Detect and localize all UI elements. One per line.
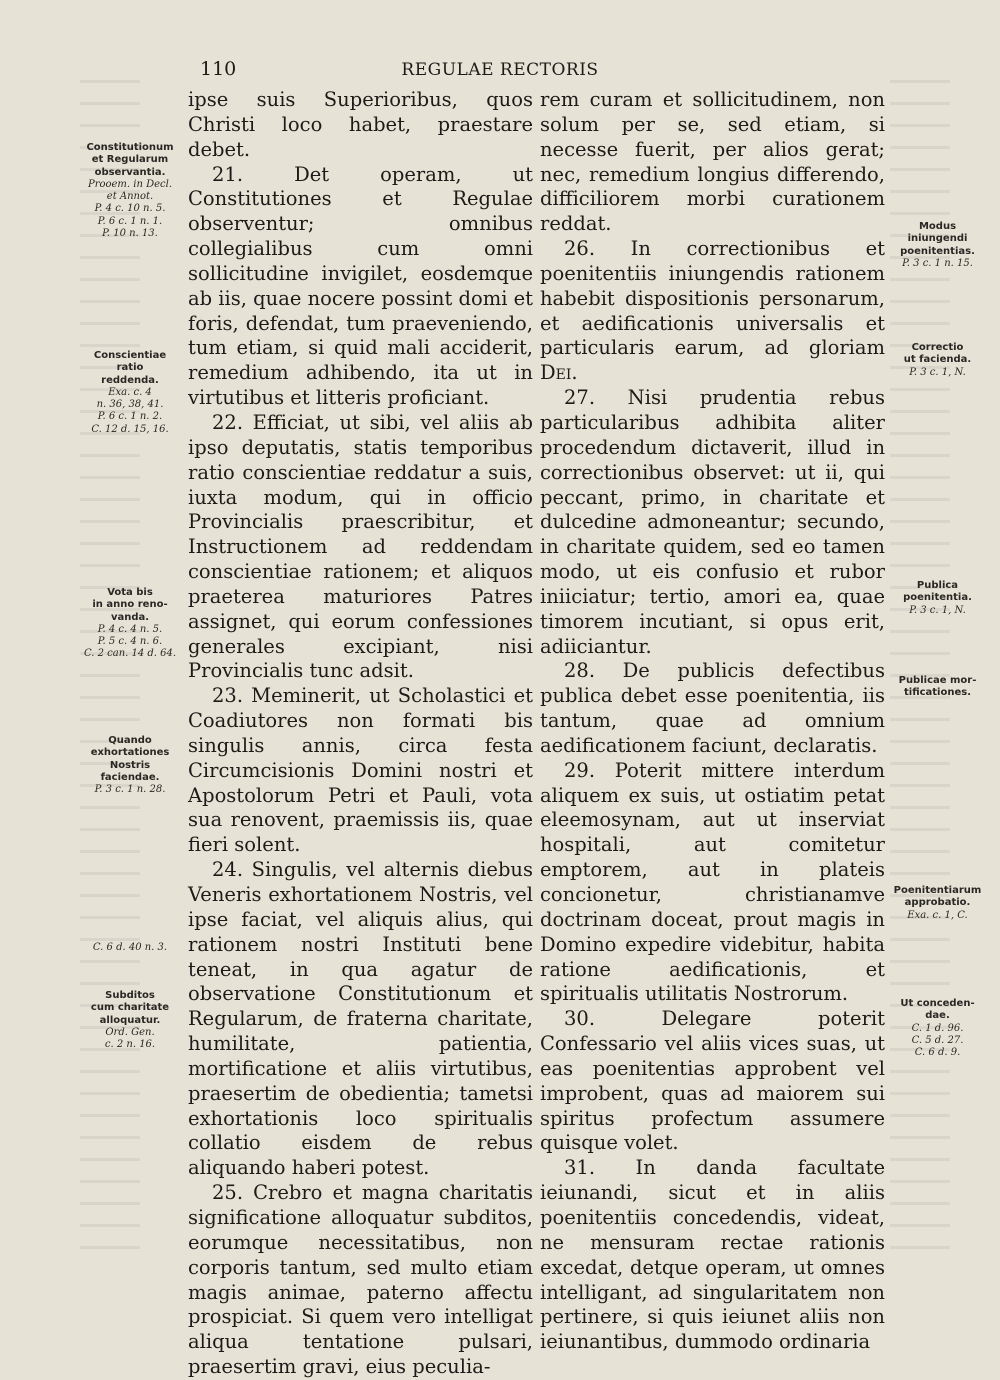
note-line: iniungendi	[907, 233, 968, 245]
margin-note-poenitentiarum	[885, 885, 990, 922]
bleed-through-left	[80, 80, 140, 1260]
paragraph-24: 24. Singulis, vel alternis diebus Veneris exhortationem Nostris, vel ipse faciat, vel aliquis alius, qui rationem nostri Instituti bene teneat, in qua agatur de observatione Constitutionum et Regularum, de fraterna charitate, humilitate, patientia, mortificatione et aliis virtutibus, praesertim de obedientia; tametsi exhortationis loco spiritualis collatio eisdem de rebus aliquando haberi potest.	[188, 858, 533, 1180]
paragraph-29: 29. Poterit mittere interdum aliquem ex suis, ut ostiatim petat eleemosynam, aut ut inserviat hospitali, aut comitetur emptorem, aut in plateis concionetur, christianamve doctrinam doceat, prout magis in Domino expedire videbitur, habita ratione aedificationis, et spiritualis utilitatis Nostrorum.	[540, 758, 885, 1006]
note-line: ut facienda.	[903, 354, 972, 366]
right-text-column	[540, 88, 885, 1355]
note-line: cum charitate	[90, 1002, 170, 1014]
note-ref: P. 6 c. 1 n. 2.	[97, 411, 163, 423]
paragraph-26	[540, 237, 885, 386]
paragraph-28: 28. De publicis defectibus publica debet esse poenitentia, iis tantum, quae ad omnium aedificationem faciunt, declaratis.	[540, 659, 885, 757]
note-ref: Ord. Gen.	[105, 1026, 155, 1038]
note-line: Publica	[916, 580, 959, 591]
margin-note-reference	[80, 942, 180, 954]
margin-note-conscientiae	[80, 350, 180, 436]
paragraph-26-dei: Dei.	[540, 361, 578, 385]
note-ref: et Annot.	[106, 191, 154, 203]
note-line: Subditos	[105, 990, 155, 1001]
note-ref: C. 6 d. 40 n. 3.	[92, 942, 168, 953]
note-ref: n. 36, 38, 41.	[96, 399, 164, 411]
note-ref: Exa. c. 4	[108, 386, 152, 398]
note-ref: P. 4 c. 10 n. 5.	[94, 203, 166, 215]
page-number: 110	[200, 58, 237, 80]
note-ref: P. 6 c. 1 n. 1.	[97, 215, 163, 227]
paragraph-continuation: ipse suis Superioribus, quos Christi loco habet, praestare debet.	[188, 88, 533, 161]
margin-note-publicae	[885, 675, 990, 700]
margin-note-modus	[885, 221, 990, 270]
note-line: alloquatur.	[99, 1014, 161, 1026]
note-line: Modus	[918, 221, 957, 232]
note-ref: C. 5 d. 27.	[911, 1034, 964, 1046]
note-line: Conscientiae	[93, 350, 167, 361]
note-line: faciendae.	[100, 771, 160, 783]
note-ref: Exa. c. 1, C.	[907, 909, 968, 921]
note-line: poenitentia.	[903, 592, 972, 604]
note-line: exhortationes	[90, 747, 170, 759]
note-line: in anno reno-	[92, 599, 168, 611]
note-ref: c. 2 n. 16.	[104, 1039, 156, 1051]
note-line: Poenitentiarum	[893, 885, 982, 896]
note-ref: Prooem. in Decl.	[87, 178, 173, 190]
note-line: vanda.	[110, 611, 150, 623]
note-line: approbatio.	[904, 897, 971, 909]
margin-note-subditos	[80, 990, 180, 1051]
note-line: Nostris	[109, 759, 151, 771]
note-ref: P. 3 c. 1, N.	[909, 366, 966, 378]
paragraph-27: 27. Nisi prudentia rebus particularibus adhibita aliter procedendum dictaverit, illud in correctionibus observet: ut ii, qui peccant, primo, in charitate et dulcedine admoneantur; secundo, in charitate quidem, sed eo tamen modo, ut eis confusio et rubor iniiciatur; tertio, amori ea, quae timorem incutiant, si opus erit, adiiciantur.	[540, 386, 885, 658]
note-line: ratio	[116, 362, 144, 374]
note-ref: C. 6 d. 9.	[914, 1047, 961, 1059]
note-line: Publicae mor-	[898, 675, 977, 686]
note-line: Ut conceden-	[900, 998, 975, 1009]
note-ref: P. 3 c. 1 n. 15.	[902, 257, 973, 269]
paragraph-21: 21. Det operam, ut Constitutiones et Regulae observentur; omnibus collegialibus cum omni sollicitudine invigilet, eosdemque ab iis, quae nocere possint domi et foris, defendat, tum praeveniendo, tum etiam, si quid mali acciderit, remedium adhibendo, ita ut in virtutibus et litteris proficiant.	[188, 162, 534, 410]
note-line: observantia.	[94, 166, 166, 178]
note-ref: P. 10 n. 13.	[102, 228, 158, 240]
note-ref: P. 4 c. 4 n. 5.	[97, 623, 163, 635]
paragraph-22: 22. Efficiat, ut sibi, vel aliis ab ipso deputatis, statis temporibus ratio conscientiae reddatur a suis, iuxta modum, qui in officio Provincialis praescribitur, et Instructionem ad reddendam conscientiae rationem; et aliquos praeterea maturiores Patres assignet, qui eorum confessiones generales excipiant, nisi Provincialis tunc adsit.	[188, 410, 533, 683]
note-line: Constitutionum	[86, 142, 174, 153]
margin-note-quando	[80, 735, 180, 796]
paragraph-30: 30. Delegare poterit Confessario vel aliis vices suas, ut eas poenitentias approbent vel improbent, quas ad maiorem sui spiritus profectum assumere quisque volet.	[540, 1007, 885, 1155]
left-text-column	[188, 88, 533, 1380]
margin-note-publica	[885, 580, 990, 617]
note-line: et Regularum	[91, 154, 169, 166]
note-ref: P. 3 c. 1 n. 28.	[94, 784, 166, 796]
note-line: Quando	[108, 735, 152, 746]
note-ref: C. 12 d. 15, 16.	[91, 423, 169, 435]
note-line: Correctio	[911, 342, 964, 353]
note-line: tificationes.	[903, 687, 972, 699]
margin-note-constitutionum	[80, 142, 180, 240]
note-line: poenitentias.	[900, 245, 975, 257]
note-ref: P. 3 c. 1, N.	[909, 604, 966, 616]
paragraph-25-continued: rem curam et sollicitudinem, non solum per se, sed etiam, si necesse fuerit, per alios gerat; nec, remedium longius differendo, difficiliorem morbi curationem reddat.	[540, 88, 885, 236]
paragraph-25: 25. Crebro et magna charitatis significatione alloquatur subditos, eorumque necessitatibus, non corporis tantum, sed multo etiam magis animae, paterno affectu prospiciat. Si quem vero intelligat aliqua tentatione pulsari, praesertim gravi, eius peculia-	[188, 1181, 533, 1379]
note-ref: P. 5 c. 4 n. 6.	[97, 636, 163, 648]
note-line: reddenda.	[101, 374, 159, 386]
margin-note-vota	[80, 587, 180, 661]
paragraph-23: 23. Meminerit, ut Scholastici et Coadiutores non formati bis singulis annis, circa festa Circumcisionis Domini nostri et Apostolorum Petri et Pauli, vota sua renovent, praemissis iis, quae fieri solent.	[188, 684, 533, 857]
paragraph-31: 31. In danda facultate ieiunandi, sicut et in aliis poenitentiis concedendis, videat, ne mensuram rectae rationis excedat, detque operam, ut omnes intelligant, ad singularitatem non pertinere, si quis ieiunet aliis non ieiunantibus, dummodo ordinaria	[540, 1156, 885, 1354]
note-line: Vota bis	[107, 587, 153, 598]
paragraph-26-body: 26. In correctionibus et poenitentiis iniungendis rationem habebit dispositionis personarum, et aedificationis universalis et particularis earum, ad gloriam	[540, 237, 885, 360]
margin-note-correctio	[885, 342, 990, 379]
running-head: REGULAE RECTORIS	[401, 60, 599, 80]
note-ref: C. 1 d. 96.	[911, 1022, 964, 1034]
margin-note-ut-concedendae	[885, 998, 990, 1059]
note-ref: C. 2 can. 14 d. 64.	[83, 648, 177, 660]
note-line: dae.	[925, 1010, 950, 1022]
